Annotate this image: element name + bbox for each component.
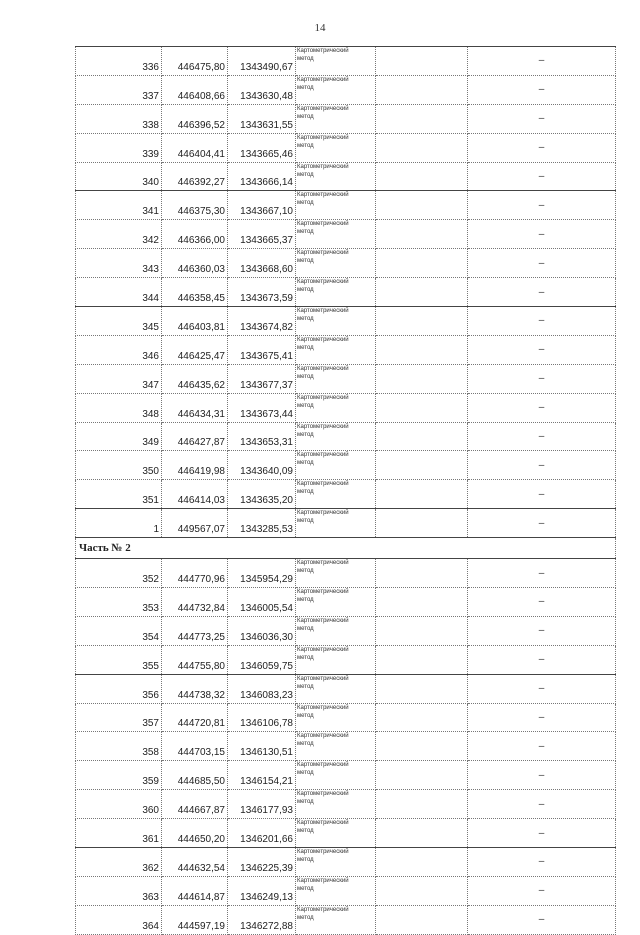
point-number-cell: 347	[76, 364, 162, 393]
method-cell: Картометрический метод	[296, 364, 376, 393]
point-number-cell: 355	[76, 645, 162, 674]
x-coordinate-cell: 446475,80	[162, 47, 228, 76]
point-number-cell: 349	[76, 422, 162, 451]
x-coordinate-cell: 446396,52	[162, 104, 228, 133]
description-cell	[376, 335, 468, 364]
error-cell: –	[468, 674, 616, 703]
error-cell: –	[468, 732, 616, 761]
error-cell: –	[468, 335, 616, 364]
point-number-cell: 337	[76, 75, 162, 104]
description-cell	[376, 732, 468, 761]
y-coordinate-cell: 1343640,09	[228, 451, 296, 480]
error-cell: –	[468, 761, 616, 790]
y-coordinate-cell: 1346177,93	[228, 790, 296, 819]
x-coordinate-cell: 444770,96	[162, 559, 228, 588]
table-row	[76, 819, 616, 848]
method-cell: Картометрический метод	[296, 133, 376, 162]
method-cell: Картометрический метод	[296, 559, 376, 588]
error-cell: –	[468, 876, 616, 905]
y-coordinate-cell: 1346059,75	[228, 645, 296, 674]
y-coordinate-cell: 1343631,55	[228, 104, 296, 133]
x-coordinate-cell: 444732,84	[162, 588, 228, 617]
table-row	[76, 674, 616, 703]
x-coordinate-cell: 444667,87	[162, 790, 228, 819]
error-cell: –	[468, 480, 616, 509]
point-number-cell: 340	[76, 162, 162, 191]
point-number-cell: 362	[76, 848, 162, 877]
coordinates-table	[75, 46, 616, 935]
section-label: Часть № 2	[76, 538, 616, 559]
x-coordinate-cell: 446434,31	[162, 393, 228, 422]
y-coordinate-cell: 1343675,41	[228, 335, 296, 364]
method-cell: Картометрический метод	[296, 905, 376, 934]
method-cell: Картометрический метод	[296, 790, 376, 819]
error-cell: –	[468, 278, 616, 307]
error-cell: –	[468, 703, 616, 732]
error-cell: –	[468, 104, 616, 133]
table-row	[76, 133, 616, 162]
error-cell: –	[468, 790, 616, 819]
table-row	[76, 75, 616, 104]
description-cell	[376, 588, 468, 617]
description-cell	[376, 509, 468, 538]
error-cell: –	[468, 451, 616, 480]
x-coordinate-cell: 444614,87	[162, 876, 228, 905]
y-coordinate-cell: 1343490,67	[228, 47, 296, 76]
y-coordinate-cell: 1346005,54	[228, 588, 296, 617]
point-number-cell: 341	[76, 191, 162, 220]
error-cell: –	[468, 905, 616, 934]
method-cell: Картометрический метод	[296, 422, 376, 451]
description-cell	[376, 674, 468, 703]
point-number-cell: 360	[76, 790, 162, 819]
x-coordinate-cell: 446414,03	[162, 480, 228, 509]
y-coordinate-cell: 1343666,14	[228, 162, 296, 191]
description-cell	[376, 191, 468, 220]
error-cell: –	[468, 848, 616, 877]
description-cell	[376, 393, 468, 422]
method-cell: Картометрический метод	[296, 674, 376, 703]
point-number-cell: 343	[76, 249, 162, 278]
point-number-cell: 339	[76, 133, 162, 162]
method-cell: Картометрический метод	[296, 104, 376, 133]
y-coordinate-cell: 1346106,78	[228, 703, 296, 732]
point-number-cell: 342	[76, 220, 162, 249]
point-number-cell: 358	[76, 732, 162, 761]
error-cell: –	[468, 588, 616, 617]
method-cell: Картометрический метод	[296, 848, 376, 877]
x-coordinate-cell: 444685,50	[162, 761, 228, 790]
point-number-cell: 354	[76, 616, 162, 645]
method-cell: Картометрический метод	[296, 876, 376, 905]
description-cell	[376, 819, 468, 848]
y-coordinate-cell: 1346249,13	[228, 876, 296, 905]
x-coordinate-cell: 446408,66	[162, 75, 228, 104]
method-cell: Картометрический метод	[296, 509, 376, 538]
y-coordinate-cell: 1346272,88	[228, 905, 296, 934]
method-cell: Картометрический метод	[296, 47, 376, 76]
description-cell	[376, 133, 468, 162]
point-number-cell: 1	[76, 509, 162, 538]
table-row	[76, 249, 616, 278]
y-coordinate-cell: 1346036,30	[228, 616, 296, 645]
table-row	[76, 616, 616, 645]
method-cell: Картометрический метод	[296, 162, 376, 191]
description-cell	[376, 220, 468, 249]
method-cell: Картометрический метод	[296, 393, 376, 422]
point-number-cell: 356	[76, 674, 162, 703]
y-coordinate-cell: 1346154,21	[228, 761, 296, 790]
method-cell: Картометрический метод	[296, 278, 376, 307]
description-cell	[376, 422, 468, 451]
method-cell: Картометрический метод	[296, 732, 376, 761]
table-row	[76, 278, 616, 307]
table-row	[76, 790, 616, 819]
y-coordinate-cell: 1346201,66	[228, 819, 296, 848]
description-cell	[376, 645, 468, 674]
description-cell	[376, 848, 468, 877]
description-cell	[376, 364, 468, 393]
error-cell: –	[468, 645, 616, 674]
x-coordinate-cell: 446403,81	[162, 307, 228, 336]
table-row	[76, 588, 616, 617]
error-cell: –	[468, 75, 616, 104]
y-coordinate-cell: 1345954,29	[228, 559, 296, 588]
table-row	[76, 645, 616, 674]
x-coordinate-cell: 446404,41	[162, 133, 228, 162]
method-cell: Картометрический метод	[296, 335, 376, 364]
description-cell	[376, 104, 468, 133]
x-coordinate-cell: 444773,25	[162, 616, 228, 645]
y-coordinate-cell: 1346130,51	[228, 732, 296, 761]
table-row	[76, 509, 616, 538]
part-1-body	[76, 47, 616, 538]
error-cell: –	[468, 249, 616, 278]
description-cell	[376, 47, 468, 76]
point-number-cell: 346	[76, 335, 162, 364]
table-row	[76, 422, 616, 451]
method-cell: Картометрический метод	[296, 75, 376, 104]
point-number-cell: 344	[76, 278, 162, 307]
method-cell: Картометрический метод	[296, 616, 376, 645]
point-number-cell: 348	[76, 393, 162, 422]
x-coordinate-cell: 449567,07	[162, 509, 228, 538]
table-row	[76, 848, 616, 877]
error-cell: –	[468, 162, 616, 191]
page-number: 14	[314, 22, 326, 34]
error-cell: –	[468, 393, 616, 422]
table-row	[76, 480, 616, 509]
description-cell	[376, 905, 468, 934]
x-coordinate-cell: 446366,00	[162, 220, 228, 249]
method-cell: Картометрический метод	[296, 249, 376, 278]
point-number-cell: 359	[76, 761, 162, 790]
method-cell: Картометрический метод	[296, 588, 376, 617]
error-cell: –	[468, 133, 616, 162]
part-2-body	[76, 559, 616, 935]
table-row	[76, 451, 616, 480]
error-cell: –	[468, 616, 616, 645]
table-row	[76, 905, 616, 934]
table-row	[76, 559, 616, 588]
y-coordinate-cell: 1346083,23	[228, 674, 296, 703]
point-number-cell: 364	[76, 905, 162, 934]
x-coordinate-cell: 444703,15	[162, 732, 228, 761]
table-row	[76, 761, 616, 790]
table-row	[76, 335, 616, 364]
description-cell	[376, 559, 468, 588]
table-row	[76, 104, 616, 133]
method-cell: Картометрический метод	[296, 307, 376, 336]
method-cell: Картометрический метод	[296, 220, 376, 249]
table-row	[76, 393, 616, 422]
description-cell	[376, 876, 468, 905]
description-cell	[376, 307, 468, 336]
error-cell: –	[468, 220, 616, 249]
table-row	[76, 191, 616, 220]
method-cell: Картометрический метод	[296, 645, 376, 674]
y-coordinate-cell: 1343285,53	[228, 509, 296, 538]
point-number-cell: 361	[76, 819, 162, 848]
y-coordinate-cell: 1346225,39	[228, 848, 296, 877]
point-number-cell: 336	[76, 47, 162, 76]
description-cell	[376, 761, 468, 790]
error-cell: –	[468, 819, 616, 848]
point-number-cell: 351	[76, 480, 162, 509]
error-cell: –	[468, 191, 616, 220]
section-header	[76, 538, 616, 559]
table-row	[76, 876, 616, 905]
error-cell: –	[468, 364, 616, 393]
point-number-cell: 352	[76, 559, 162, 588]
point-number-cell: 350	[76, 451, 162, 480]
error-cell: –	[468, 509, 616, 538]
table-row	[76, 220, 616, 249]
point-number-cell: 357	[76, 703, 162, 732]
description-cell	[376, 703, 468, 732]
description-cell	[376, 249, 468, 278]
error-cell: –	[468, 559, 616, 588]
table-row	[76, 703, 616, 732]
description-cell	[376, 790, 468, 819]
error-cell: –	[468, 422, 616, 451]
y-coordinate-cell: 1343674,82	[228, 307, 296, 336]
x-coordinate-cell: 446392,27	[162, 162, 228, 191]
method-cell: Картометрический метод	[296, 451, 376, 480]
description-cell	[376, 75, 468, 104]
description-cell	[376, 278, 468, 307]
y-coordinate-cell: 1343635,20	[228, 480, 296, 509]
y-coordinate-cell: 1343677,37	[228, 364, 296, 393]
description-cell	[376, 616, 468, 645]
method-cell: Картометрический метод	[296, 480, 376, 509]
y-coordinate-cell: 1343673,59	[228, 278, 296, 307]
description-cell	[376, 162, 468, 191]
y-coordinate-cell: 1343668,60	[228, 249, 296, 278]
x-coordinate-cell: 446427,87	[162, 422, 228, 451]
table-row	[76, 307, 616, 336]
y-coordinate-cell: 1343630,48	[228, 75, 296, 104]
point-number-cell: 353	[76, 588, 162, 617]
error-cell: –	[468, 307, 616, 336]
point-number-cell: 363	[76, 876, 162, 905]
y-coordinate-cell: 1343653,31	[228, 422, 296, 451]
x-coordinate-cell: 446435,62	[162, 364, 228, 393]
x-coordinate-cell: 444632,54	[162, 848, 228, 877]
method-cell: Картометрический метод	[296, 191, 376, 220]
point-number-cell: 345	[76, 307, 162, 336]
x-coordinate-cell: 444755,80	[162, 645, 228, 674]
x-coordinate-cell: 444597,19	[162, 905, 228, 934]
x-coordinate-cell: 444650,20	[162, 819, 228, 848]
x-coordinate-cell: 444738,32	[162, 674, 228, 703]
y-coordinate-cell: 1343665,46	[228, 133, 296, 162]
x-coordinate-cell: 446375,30	[162, 191, 228, 220]
y-coordinate-cell: 1343665,37	[228, 220, 296, 249]
table-row	[76, 162, 616, 191]
description-cell	[376, 480, 468, 509]
table-row	[76, 364, 616, 393]
y-coordinate-cell: 1343667,10	[228, 191, 296, 220]
description-cell	[376, 451, 468, 480]
table-row	[76, 47, 616, 76]
x-coordinate-cell: 446425,47	[162, 335, 228, 364]
method-cell: Картометрический метод	[296, 819, 376, 848]
method-cell: Картометрический метод	[296, 703, 376, 732]
x-coordinate-cell: 444720,81	[162, 703, 228, 732]
x-coordinate-cell: 446360,03	[162, 249, 228, 278]
error-cell: –	[468, 47, 616, 76]
x-coordinate-cell: 446358,45	[162, 278, 228, 307]
method-cell: Картометрический метод	[296, 761, 376, 790]
point-number-cell: 338	[76, 104, 162, 133]
table-row	[76, 732, 616, 761]
x-coordinate-cell: 446419,98	[162, 451, 228, 480]
y-coordinate-cell: 1343673,44	[228, 393, 296, 422]
